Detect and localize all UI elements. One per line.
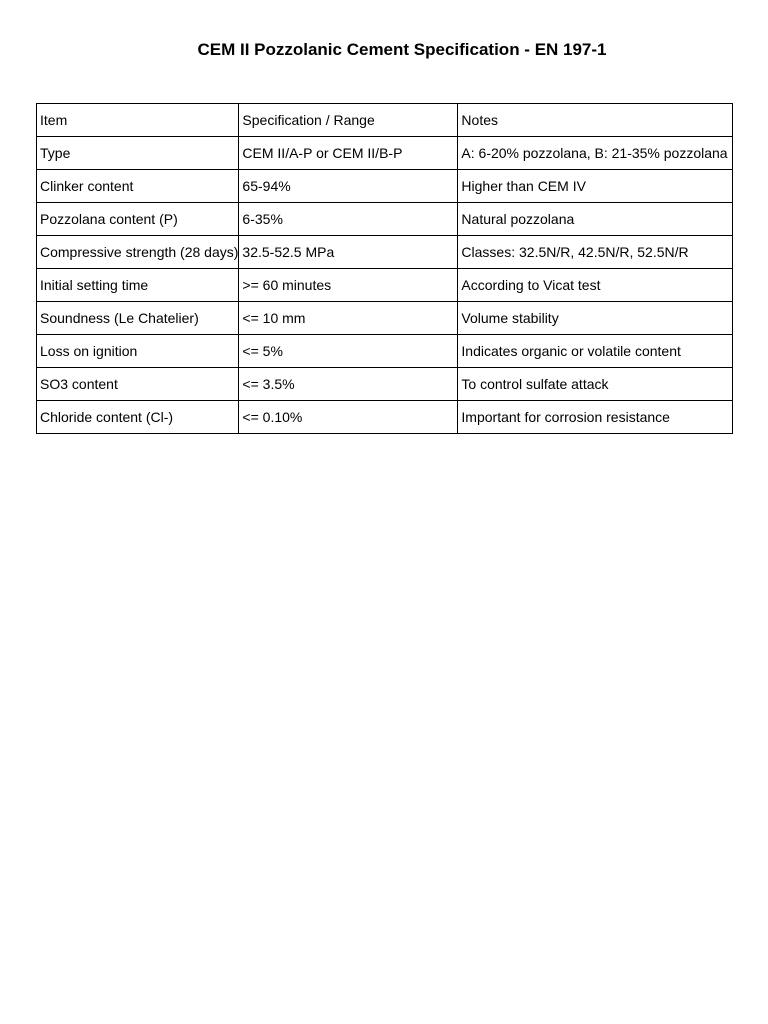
table-row xyxy=(37,368,733,401)
cell-notes: Natural pozzolana xyxy=(458,203,733,236)
cell-specification: <= 5% xyxy=(239,335,458,368)
table-row xyxy=(37,203,733,236)
header-specification: Specification / Range xyxy=(239,104,458,137)
header-item: Item xyxy=(37,104,239,137)
table-row xyxy=(37,401,733,434)
table-row xyxy=(37,269,733,302)
cell-notes: To control sulfate attack xyxy=(458,368,733,401)
cell-specification: <= 0.10% xyxy=(239,401,458,434)
cell-specification: CEM II/A-P or CEM II/B-P xyxy=(239,137,458,170)
cell-item: Soundness (Le Chatelier) xyxy=(37,302,239,335)
cell-item: Compressive strength (28 days) xyxy=(37,236,239,269)
cell-notes: According to Vicat test xyxy=(458,269,733,302)
cell-notes: Classes: 32.5N/R, 42.5N/R, 52.5N/R xyxy=(458,236,733,269)
table-row xyxy=(37,236,733,269)
cell-specification: 32.5-52.5 MPa xyxy=(239,236,458,269)
table-header-row xyxy=(37,104,733,137)
cell-item: Pozzolana content (P) xyxy=(37,203,239,236)
page-title: CEM II Pozzolanic Cement Specification - EN 197-1 xyxy=(197,40,607,59)
header-notes: Notes xyxy=(458,104,733,137)
table-row xyxy=(37,335,733,368)
specification-table xyxy=(36,103,733,434)
cell-item: Chloride content (Cl-) xyxy=(37,401,239,434)
cell-notes: A: 6-20% pozzolana, B: 21-35% pozzolana xyxy=(458,137,733,170)
cell-specification: 65-94% xyxy=(239,170,458,203)
cell-notes: Indicates organic or volatile content xyxy=(458,335,733,368)
cell-item: Type xyxy=(37,137,239,170)
cell-specification: <= 3.5% xyxy=(239,368,458,401)
cell-item: Loss on ignition xyxy=(37,335,239,368)
table-row xyxy=(37,302,733,335)
cell-specification: <= 10 mm xyxy=(239,302,458,335)
cell-notes: Volume stability xyxy=(458,302,733,335)
cell-item: Initial setting time xyxy=(37,269,239,302)
table-row xyxy=(37,170,733,203)
cell-item: Clinker content xyxy=(37,170,239,203)
cell-notes: Higher than CEM IV xyxy=(458,170,733,203)
cell-specification: 6-35% xyxy=(239,203,458,236)
cell-notes: Important for corrosion resistance xyxy=(458,401,733,434)
cell-specification: >= 60 minutes xyxy=(239,269,458,302)
cell-item: SO3 content xyxy=(37,368,239,401)
table-row xyxy=(37,137,733,170)
